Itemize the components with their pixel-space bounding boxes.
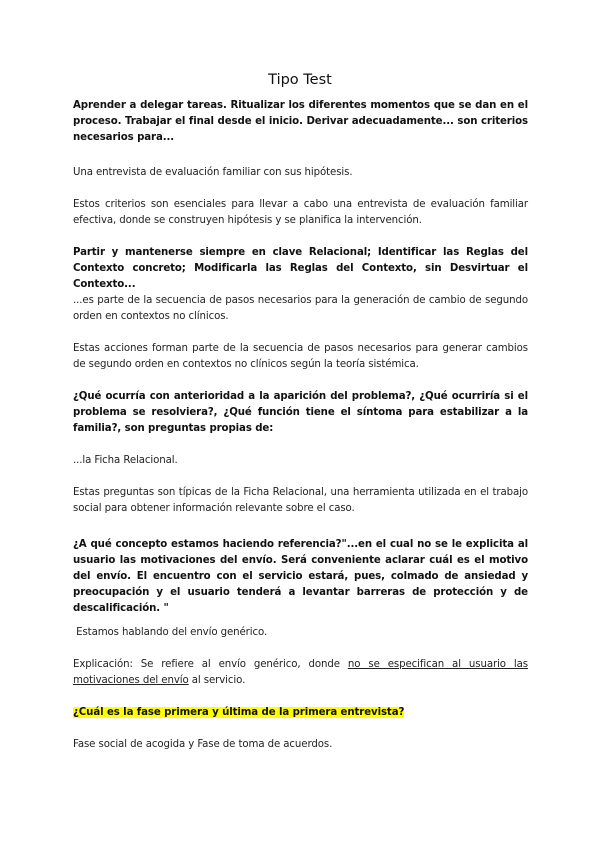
explanation-1: Estos criterios son esenciales para llevar a cabo una entrevista de evaluación familiar efectiva, donde se construyen hipótesis y se planifica la intervención. <box>73 199 528 226</box>
question-1: Aprender a delegar tareas. Ritualizar los diferentes momentos que se dan en el proceso. Trabajar el final desde el inicio. Derivar adecuadamente... son criterios necesarios para... <box>73 100 528 143</box>
answer-3: ...la Ficha Relacional. <box>73 455 178 466</box>
explanation-2: Estas acciones forman parte de la secuencia de pasos necesarios para generar cambios de segundo orden en contextos no clínicos según la teoría sistémica. <box>73 343 528 370</box>
explanation-4-pre: Explicación: Se refiere al envío genérico, donde <box>73 659 348 670</box>
highlighted-question: ¿Cuál es la fase primera y última de la primera entrevista? <box>73 707 405 718</box>
question-4: ¿A qué concepto estamos haciendo referencia?"...en el cual no se le explicita al usuario las motivaciones del envío. Será conveniente aclarar cuál es el motivo del envío. El encuentro con el servicio estará, pues, colmado de ansiedad y preocupación y el usuario tenderá a levantar barreras de protección y de descalificación. " <box>73 539 528 614</box>
answer-2: ...es parte de la secuencia de pasos necesarios para la generación de cambio de segundo orden en contextos no clínicos. <box>73 295 528 322</box>
document-title: Tipo Test <box>268 72 332 88</box>
answer-1: Una entrevista de evaluación familiar con sus hipótesis. <box>73 167 353 178</box>
answer-5: Fase social de acogida y Fase de toma de acuerdos. <box>73 739 333 750</box>
question-2: Partir y mantenerse siempre en clave Relacional; Identificar las Reglas del Contexto concreto; Modificarla las Reglas del Contexto, sin Desvirtuar el Contexto... <box>73 247 528 290</box>
question-3: ¿Qué ocurría con anterioridad a la aparición del problema?, ¿Qué ocurriría si el problema se resolviera?, ¿Qué función tiene el síntoma para estabilizar a la familia?, son preguntas propias de: <box>73 391 528 434</box>
answer-4: Estamos hablando del envío genérico. <box>73 627 268 638</box>
explanation-4 <box>73 657 528 689</box>
explanation-4-underlined: no se especifican al usuario las motivaciones del envío <box>73 659 528 686</box>
explanation-4-post: al servicio. <box>188 675 246 686</box>
explanation-3: Estas preguntas son típicas de la Ficha Relacional, una herramienta utilizada en el trabajo social para obtener información relevante sobre el caso. <box>73 487 528 514</box>
question-5 <box>73 705 528 721</box>
